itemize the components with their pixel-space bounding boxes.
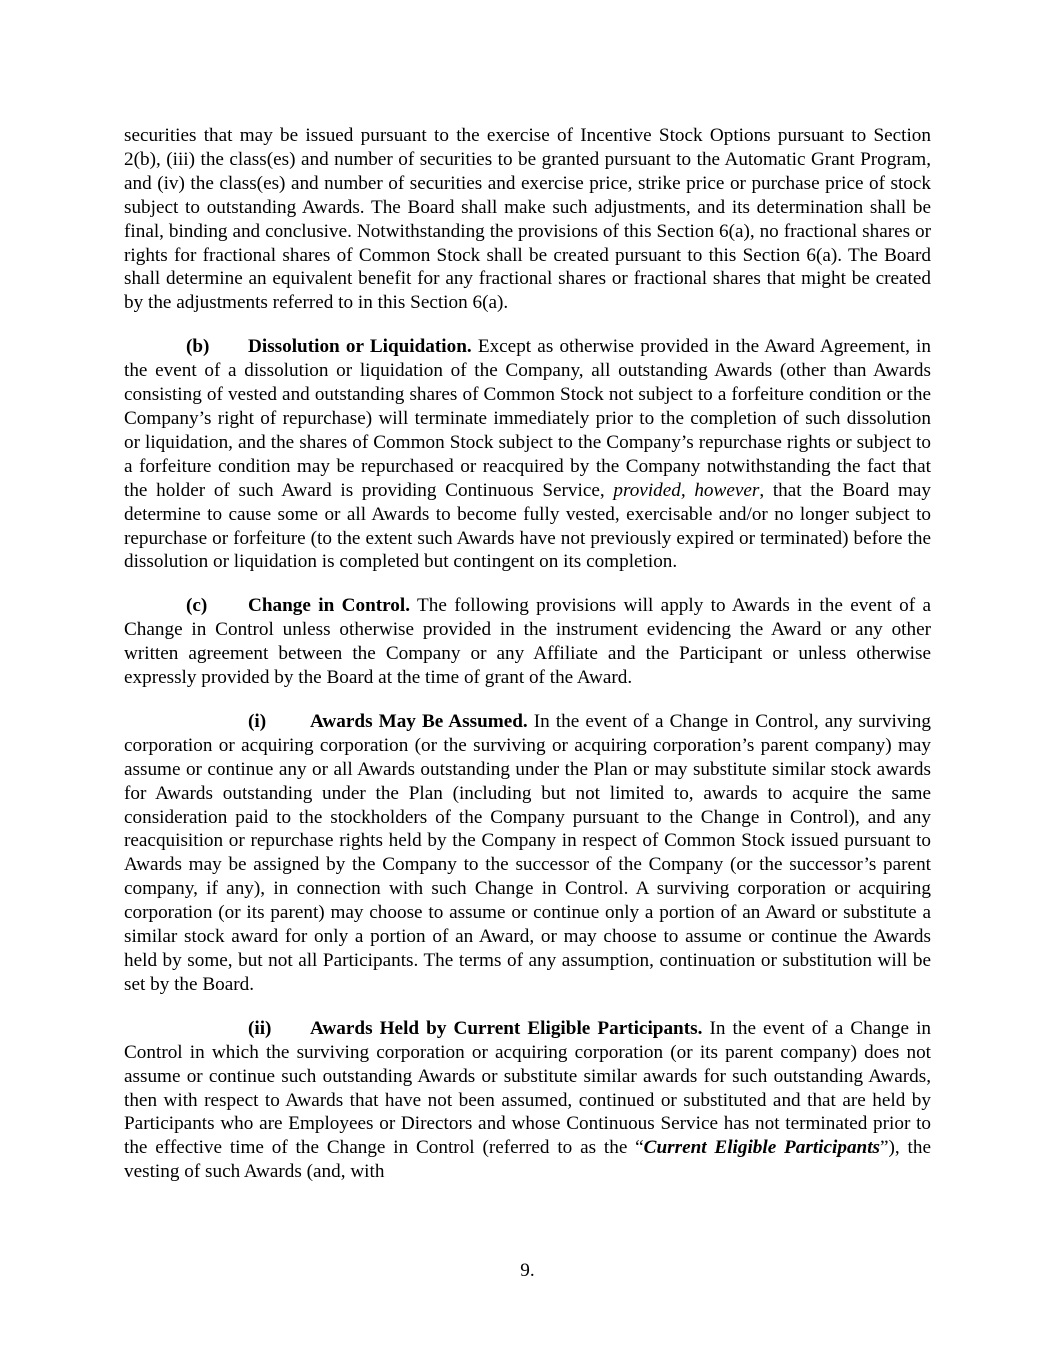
subsection-text: In the event of a Change in Control, any surviving corporation or acquiring corporation (or the surviving or acquiring corporation’s parent company) may assume or continue any or all Awards outstanding under the Plan or may substitute similar stock awards for Awards outstanding under the Plan (including but not limited to, awards to acquire the same consideration paid to the stockholders of the Company pursuant to the Change in Control), and any reacquisition or repurchase rights held by the Company in respect of Common Stock issued pursuant to Awards may be assigned by the Company to the successor of the Company (or the successor’s parent company, if any), in connection with such Change in Control. A surviving corporation or acquiring corporation (or its parent) may choose to assume or continue only a portion of an Award or substitute a similar stock award for only a portion of an Award, or may choose to assume or continue the Awards held by some, but not all Participants. The terms of any assumption, continuation or substitution will be set by the Board.: [124, 710, 931, 995]
section-text-continued: , that the Board may determine to cause some or all Awards to become fully vested, exercisable and/or no longer subject to repurchase or forfeiture (to the extent such Awards have not previously expired or terminated) before the dissolution or liquidation is completed but contingent on its completion.: [124, 479, 931, 573]
subsection-text: In the event of a Change in Control in which the surviving corporation or acquiring corporation (or its parent company) does not assume or continue such outstanding Awards or substitute similar awards for such outstanding Awards, then with respect to Awards that have not been assumed, continued or substituted and that are held by Participants who are Employees or Directors and whose Continuous Service has not terminated prior to the effective time of the Change in Control (referred to as the “: [124, 1017, 931, 1159]
subsection-heading: Awards Held by Current Eligible Participants.: [310, 1017, 703, 1039]
section-text: The following provisions will apply to Awards in the event of a Change in Control unless otherwise provided in the instrument evidencing the Award or any other written agreement between the Company or any Affiliate and the Participant or unless otherwise expressly provided by the Board at the time of grant of the Award.: [124, 595, 931, 689]
subsection-ii-current-eligible: [124, 1017, 931, 1184]
page-number: 9.: [520, 1260, 535, 1281]
defined-term: Current Eligible Participants: [643, 1137, 881, 1159]
subsection-label: (i): [248, 710, 267, 732]
subsection-label: (ii): [248, 1017, 272, 1039]
paragraph-continuation: [124, 124, 931, 315]
subsection-heading: Awards May Be Assumed.: [310, 710, 528, 732]
section-heading: Dissolution or Liquidation.: [248, 336, 472, 358]
section-label: (c): [186, 595, 208, 617]
subsection-i-awards-assumed: [124, 710, 931, 997]
section-heading: Change in Control.: [248, 595, 411, 617]
subsection-text-continued: ”), the vesting of such Awards (and, with: [124, 1137, 931, 1183]
paragraph-text: securities that may be issued pursuant to the exercise of Incentive Stock Options pursuant to Section 2(b), (iii) the class(es) and number of securities to be granted pursuant to the Automatic Grant Program, and (iv) the class(es) and number of securities and exercise price, strike price or purchase price of stock subject to outstanding Awards. The Board shall make such adjustments, and its determination shall be final, binding and conclusive. Notwithstanding the provisions of this Section 6(a), no fractional shares or rights for fractional shares of Common Stock shall be created pursuant to this Section 6(a). The Board shall determine an equivalent benefit for any fractional shares or fractional shares that might be created by the adjustments referred to in this Section 6(a).: [124, 125, 931, 314]
document-page: [124, 124, 931, 1204]
section-c-change-in-control: [124, 594, 931, 690]
section-text: Except as otherwise provided in the Award Agreement, in the event of a dissolution or liquidation of the Company, all outstanding Awards (other than Awards consisting of vested and outstanding shares of Common Stock not subject to a forfeiture condition or the Company’s right of repurchase) will terminate immediately prior to the completion of such dissolution or liquidation, and the shares of Common Stock subject to the Company’s repurchase rights or subject to a forfeiture condition may be repurchased or reacquired by the Company notwithstanding the fact that the holder of such Award is providing Continuous Service,: [124, 336, 931, 501]
italic-proviso: provided, however: [613, 479, 760, 501]
section-b-dissolution: [124, 335, 931, 574]
section-label: (b): [186, 336, 210, 358]
